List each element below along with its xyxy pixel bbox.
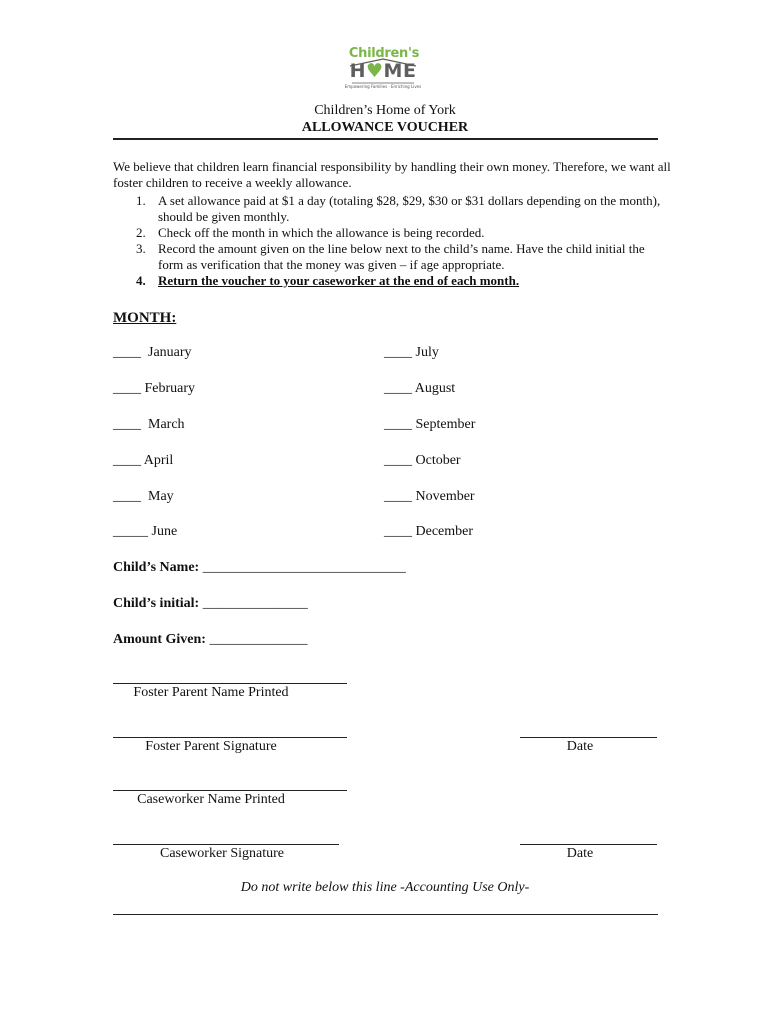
- caseworker-signature-line[interactable]: [113, 844, 339, 845]
- instruction-number: 4.: [136, 273, 146, 288]
- date-label-1: Date: [566, 739, 594, 754]
- instruction-item: [113, 193, 673, 225]
- child-initial-field[interactable]: [113, 596, 308, 612]
- instruction-item: [113, 273, 673, 289]
- child-initial-label: Child’s initial:: [113, 596, 200, 611]
- month-november[interactable]: ____ November: [384, 489, 475, 504]
- instructions-list: [113, 193, 673, 289]
- child-name-field[interactable]: [113, 560, 406, 576]
- amount-given-label: Amount Given:: [113, 632, 206, 647]
- amount-given-blank[interactable]: ______________: [205, 632, 308, 647]
- month-june[interactable]: _____ June: [113, 524, 178, 539]
- month-heading: MONTH:: [113, 310, 177, 326]
- heart-icon: ♥: [365, 60, 384, 82]
- instruction-text: Check off the month in which the allowance is being recorded.: [158, 225, 485, 240]
- foster-signature-line[interactable]: [113, 737, 347, 738]
- month-april[interactable]: ____ April: [113, 453, 174, 468]
- amount-given-field[interactable]: [113, 632, 307, 648]
- date-line-2[interactable]: [520, 844, 657, 845]
- foster-name-line[interactable]: [113, 683, 347, 684]
- accounting-divider: [113, 914, 658, 915]
- child-name-blank[interactable]: _____________________________: [199, 560, 406, 575]
- logo-h: H: [349, 60, 366, 82]
- month-october[interactable]: ____ October: [384, 453, 461, 468]
- date-label-2: Date: [566, 846, 594, 861]
- month-january[interactable]: ____ January: [113, 345, 192, 360]
- logo-tagline: Empowering Families · Enriching Lives: [344, 84, 422, 89]
- instruction-number: 1.: [136, 193, 146, 208]
- child-name-label: Child’s Name:: [113, 560, 200, 575]
- date-line-1[interactable]: [520, 737, 657, 738]
- foster-signature-label: Foster Parent Signature: [145, 739, 277, 754]
- childrens-home-logo: [340, 46, 426, 98]
- instruction-item: [113, 241, 673, 273]
- instruction-number: 3.: [136, 241, 146, 256]
- month-february[interactable]: ____ February: [113, 381, 196, 396]
- title-divider: [113, 138, 658, 140]
- instruction-text: Return the voucher to your caseworker at the end of each month.: [158, 273, 520, 288]
- instruction-text: A set allowance paid at $1 a day (totaling $28, $29, $30 or $31 dollars depending on the month), should be given monthly.: [158, 193, 661, 224]
- child-initial-blank[interactable]: _______________: [199, 596, 308, 611]
- month-december[interactable]: ____ December: [384, 524, 474, 539]
- month-august[interactable]: ____ August: [384, 381, 456, 396]
- roof-icon: [340, 46, 426, 98]
- month-july[interactable]: ____ July: [384, 345, 439, 360]
- logo-me: ME: [383, 60, 417, 82]
- intro-paragraph: We believe that children learn financial responsibility by handling their own money. Therefore, we want all foster children to receive a weekly allowance.: [113, 159, 671, 190]
- accounting-note: Do not write below this line -Accounting Use Only-: [240, 880, 530, 895]
- instruction-text: Record the amount given on the line below next to the child’s name. Have the child initial the form as verification that the money was given – if age appropriate.: [158, 241, 645, 272]
- caseworker-signature-label: Caseworker Signature: [159, 846, 285, 861]
- foster-name-label: Foster Parent Name Printed: [133, 685, 289, 700]
- logo-line1: Children's: [348, 46, 420, 61]
- org-name: Children’s Home of York: [314, 103, 456, 118]
- month-september[interactable]: ____ September: [384, 417, 476, 432]
- caseworker-name-label: Caseworker Name Printed: [137, 792, 285, 807]
- page-title: ALLOWANCE VOUCHER: [301, 120, 469, 135]
- instruction-number: 2.: [136, 225, 146, 240]
- instruction-item: [113, 225, 673, 241]
- month-march[interactable]: ____ March: [113, 417, 185, 432]
- month-may[interactable]: ____ May: [113, 489, 174, 504]
- caseworker-name-line[interactable]: [113, 790, 347, 791]
